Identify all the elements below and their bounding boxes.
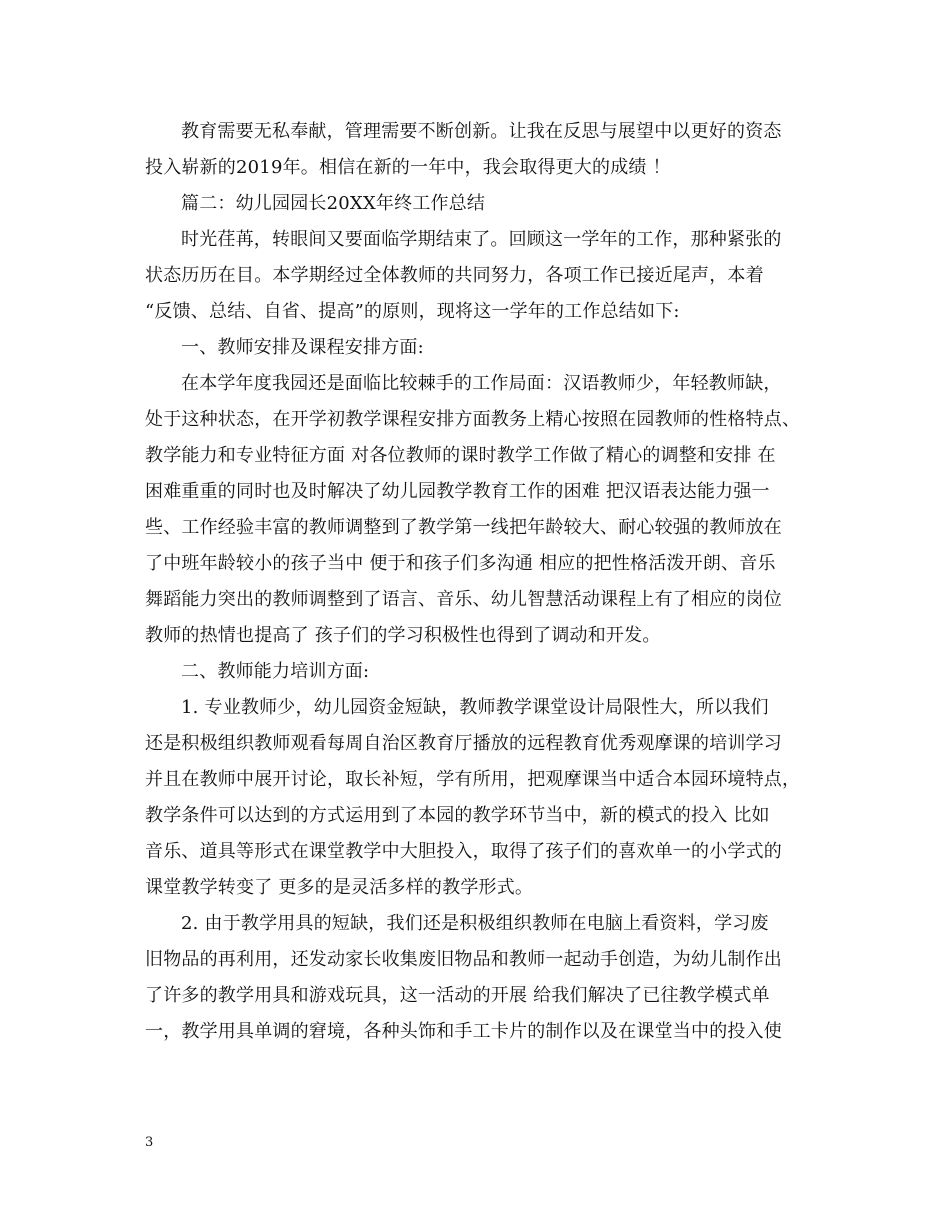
section-heading: 一、教师安排及课程安排方面: — [181, 337, 424, 358]
page-number: 3 — [145, 1135, 154, 1150]
text-line: 旧物品的再利用，还发动家长收集废旧物品和教师一起动手创造，为幼儿制作出 — [145, 949, 782, 970]
text-line: 还是积极组织教师观看每周自治区教育厅播放的远程教育优秀观摩课的培训学习 — [145, 733, 782, 754]
section-heading: 篇二：幼儿园园长20XX年终工作总结 — [181, 193, 486, 214]
text-line: “反馈、总结、自省、提高”的原则，现将这一学年的工作总结如下: — [145, 301, 680, 322]
text-line: 课堂教学转变了 更多的是灵活多样的教学形式。 — [145, 877, 534, 898]
text-line: 了许多的教学用具和游戏玩具，这一活动的开展 给我们解决了已往教学模式单 — [145, 985, 770, 1006]
text-line: 音乐、道具等形式在课堂教学中大胆投入，取得了孩子们的喜欢单一的小学式的 — [145, 841, 782, 862]
text-line: 一，教学用具单调的窘境，各种头饰和手工卡片的制作以及在课堂当中的投入使 — [145, 1021, 782, 1042]
text-line: 教学能力和专业特征方面 对各位教师的课时教学工作做了精心的调整和安排 在 — [145, 445, 776, 466]
text-line: 投入崭新的2019年。相信在新的一年中，我会取得更大的成绩 ！ — [145, 157, 671, 178]
text-line: 教育需要无私奉献，管理需要不断创新。让我在反思与展望中以更好的资态 — [181, 121, 782, 142]
text-line: 时光荏苒，转眼间又要面临学期结束了。回顾这一学年的工作，那种紧张的 — [181, 229, 782, 250]
text-line: 2. 由于教学用具的短缺，我们还是积极组织教师在电脑上看资料，学习废 — [181, 913, 769, 934]
text-line: 1. 专业教师少，幼儿园资金短缺，教师教学课堂设计局限性大，所以我们 — [181, 697, 769, 718]
text-line: 处于这种状态，在开学初教学课程安排方面教务上精心按照在园教师的性格特点、 — [145, 409, 801, 430]
text-line: 并且在教师中展开讨论，取长补短，学有所用，把观摩课当中适合本园环境特点， — [145, 769, 801, 790]
text-line: 教学条件可以达到的方式运用到了本园的教学环节当中，新的模式的投入 比如 — [145, 805, 770, 826]
text-line: 在本学年度我园还是面临比较棘手的工作局面：汉语教师少，年轻教师缺， — [181, 373, 782, 394]
text-line: 了中班年龄较小的孩子当中 便于和孩子们多沟通 相应的把性格活泼开朗、音乐 — [145, 553, 776, 574]
section-heading: 二、教师能力培训方面: — [181, 661, 370, 682]
text-line: 状态历历在目。本学期经过全体教师的共同努力，各项工作已接近尾声，本着 — [145, 265, 764, 286]
text-line: 教师的热情也提高了 孩子们的学习积极性也得到了调动和开发。 — [145, 625, 661, 646]
text-line: 些、工作经验丰富的教师调整到了教学第一线把年龄较大、耐心较强的教师放在 — [145, 517, 782, 538]
text-line: 困难重重的同时也及时解决了幼儿园教学教育工作的困难 把汉语表达能力强一 — [145, 481, 770, 502]
text-line: 舞蹈能力突出的教师调整到了语言、音乐、幼儿智慧活动课程上有了相应的岗位 — [145, 589, 782, 610]
